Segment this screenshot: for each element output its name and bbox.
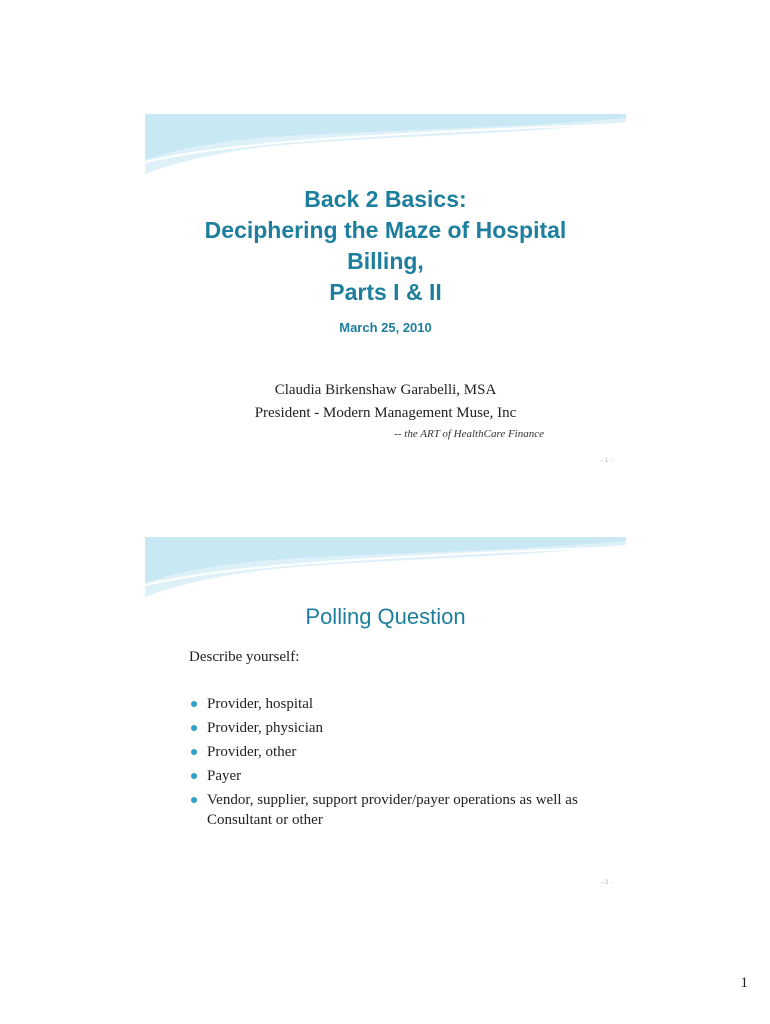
slide-1 <box>145 114 626 484</box>
tagline: -- the ART of HealthCare Finance <box>394 428 544 440</box>
bullet-icon <box>191 773 197 779</box>
intro-text: Describe yourself: <box>189 649 300 665</box>
bullet-icon <box>191 797 197 803</box>
wave-decoration <box>145 114 626 184</box>
bullet-icon <box>191 725 197 731</box>
title-line: Deciphering the Maze of Hospital <box>204 217 567 243</box>
bullet-list <box>189 694 589 834</box>
slide-number: - 1 - <box>601 458 612 464</box>
slide-2 <box>145 537 626 907</box>
author-role: President - Modern Management Muse, Inc <box>254 405 517 421</box>
bullet-icon <box>191 701 197 707</box>
list-item <box>189 766 589 786</box>
list-item-text: Provider, other <box>207 744 297 760</box>
list-item-text: Provider, hospital <box>207 696 314 712</box>
title-line: Back 2 Basics: <box>304 186 467 212</box>
presentation-date: March 25, 2010 <box>339 320 432 335</box>
list-item <box>189 742 589 762</box>
slide-number: - 2 - <box>601 880 612 886</box>
list-item <box>189 694 589 714</box>
list-item <box>189 718 589 738</box>
slide-title <box>145 184 626 308</box>
list-item-text: Payer <box>207 768 242 784</box>
title-line: Billing, <box>347 248 424 274</box>
list-item-text: Provider, physician <box>207 720 324 736</box>
page-number: 1 <box>740 975 748 991</box>
list-item-text: Vendor, supplier, support provider/payer operations as well as Consultant or other <box>207 792 578 828</box>
title-line: Parts I & II <box>329 279 442 305</box>
author-name: Claudia Birkenshaw Garabelli, MSA <box>274 382 497 398</box>
wave-decoration <box>145 537 626 607</box>
slide-title: Polling Question <box>305 604 466 629</box>
list-item <box>189 790 589 830</box>
bullet-icon <box>191 749 197 755</box>
